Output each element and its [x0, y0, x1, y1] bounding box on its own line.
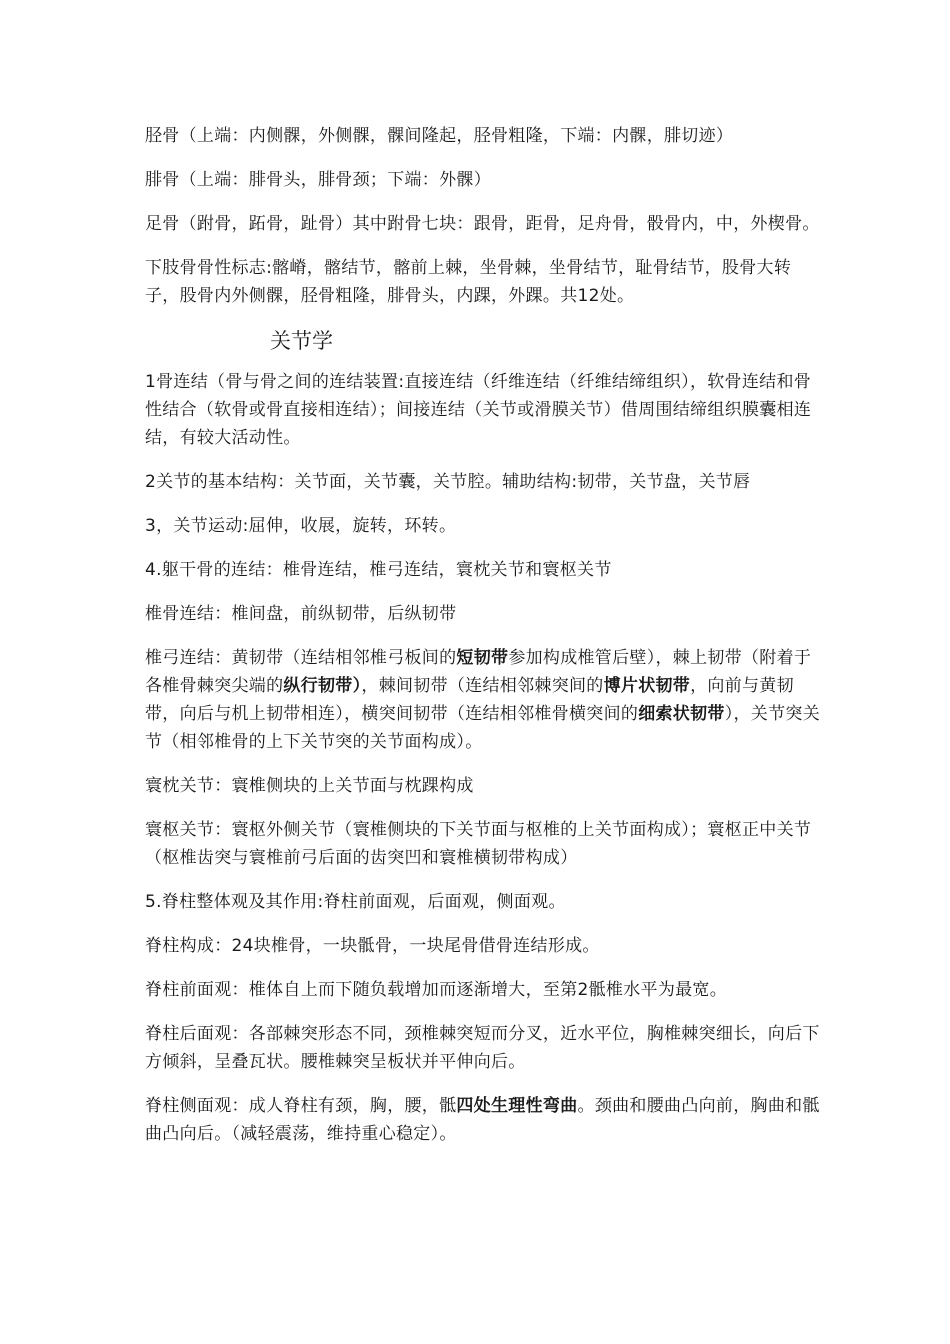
paragraph-spine-anterior: 脊柱前面观：椎体自上而下随负载增加而逐渐增大，至第2骶椎水平为最宽。 — [145, 980, 728, 1000]
paragraph-tibia: 胫骨（上端：内侧髁，外侧髁，髁间隆起，胫骨粗隆，下端：内髁，腓切迹） — [145, 126, 734, 146]
paragraph-joint-structure: 2关节的基本结构：关节面，关节囊，关节腔。辅助结构:韧带，关节盘，关节唇 — [145, 472, 751, 492]
bold-term: 短韧带 — [456, 648, 509, 668]
paragraph-bone-connection: 1骨连结（骨与骨之间的连结装置:直接连结（纤维连结（纤维结缔组织），软骨连结和骨性结合（软骨或骨直接相连结）；间接连结（关节或滑膜关节）借周围结缔组织膜囊相连结，有较大活动性。 — [145, 372, 812, 448]
paragraph-spine-composition: 脊柱构成：24块椎骨，一块骶骨，一块尾骨借骨连结形成。 — [145, 936, 600, 956]
paragraph-foot-bones: 足骨（跗骨，跖骨，趾骨）其中跗骨七块：跟骨，距骨，足舟骨，骰骨内，中，外楔骨。 — [145, 214, 820, 234]
text-run: ），关节突关节（相邻椎骨的上下关节突的关节面构成）。 — [145, 704, 821, 752]
document-body — [145, 122, 825, 1164]
bold-term: 纵行韧带） — [283, 676, 362, 696]
paragraph-vertebral-arch-connection — [145, 644, 825, 756]
text-run: ，棘间韧带（连结相邻棘突间的 — [361, 676, 604, 696]
paragraph-atlanto-occipital: 寰枕关节：寰椎侧块的上关节面与枕踝构成 — [145, 776, 474, 796]
paragraph-joint-movement: 3，关节运动:屈伸，收展，旋转，环转。 — [145, 516, 457, 536]
bold-term: 细索状韧带 — [638, 704, 725, 724]
paragraph-vertebral-body-connection: 椎骨连结：椎间盘，前纵韧带，后纵韧带 — [145, 604, 457, 624]
paragraph-trunk-connections: 4.躯干骨的连结：椎骨连结，椎弓连结，寰枕关节和寰枢关节 — [145, 560, 612, 580]
section-title: 关节学 — [270, 329, 333, 353]
text-run: ，向前与黄韧带，向后与机上韧带相连），横突间韧带（连结相邻椎骨横突间的 — [145, 676, 794, 724]
text-run: 参加构成椎管后壁），棘上韧带（附着于各椎骨棘突尖端的 — [145, 648, 812, 696]
paragraph-atlanto-axial: 寰枢关节：寰枢外侧关节（寰椎侧块的下关节面与枢椎的上关节面构成）；寰枢正中关节（枢椎齿突与寰椎前弓后面的齿突凹和寰椎横韧带构成） — [145, 820, 812, 868]
paragraph-spine-posterior: 脊柱后面观：各部棘突形态不同，颈椎棘突短而分叉，近水平位，胸椎棘突细长，向后下方倾斜，呈叠瓦状。腰椎棘突呈板状并平伸向后。 — [145, 1024, 820, 1072]
paragraph-spine-overview: 5.脊柱整体观及其作用:脊柱前面观，后面观，侧面观。 — [145, 892, 566, 912]
bold-term: 博片状韧带 — [603, 676, 691, 696]
text-run: 椎弓连结：黄韧带（连结相邻椎弓板间的 — [145, 648, 457, 668]
bold-term: 四处生理性弯曲 — [456, 1096, 578, 1116]
text-run: 脊柱侧面观：成人脊柱有颈，胸，腰，骶 — [145, 1096, 457, 1116]
text-run: 。颈曲和腰曲凸向前，胸曲和骶曲凸向后。（减轻震荡，维持重心稳定）。 — [145, 1096, 820, 1144]
paragraph-spine-lateral — [145, 1092, 825, 1148]
paragraph-lower-limb-landmarks: 下肢骨骨性标志:髂嵴，髂结节，髂前上棘，坐骨棘，坐骨结节，耻骨结节，股骨大转子，股骨内外侧髁，胫骨粗隆，腓骨头，内踝，外踝。共12处。 — [145, 258, 792, 306]
paragraph-fibula: 腓骨（上端：腓骨头，腓骨颈；下端：外髁） — [145, 170, 491, 190]
